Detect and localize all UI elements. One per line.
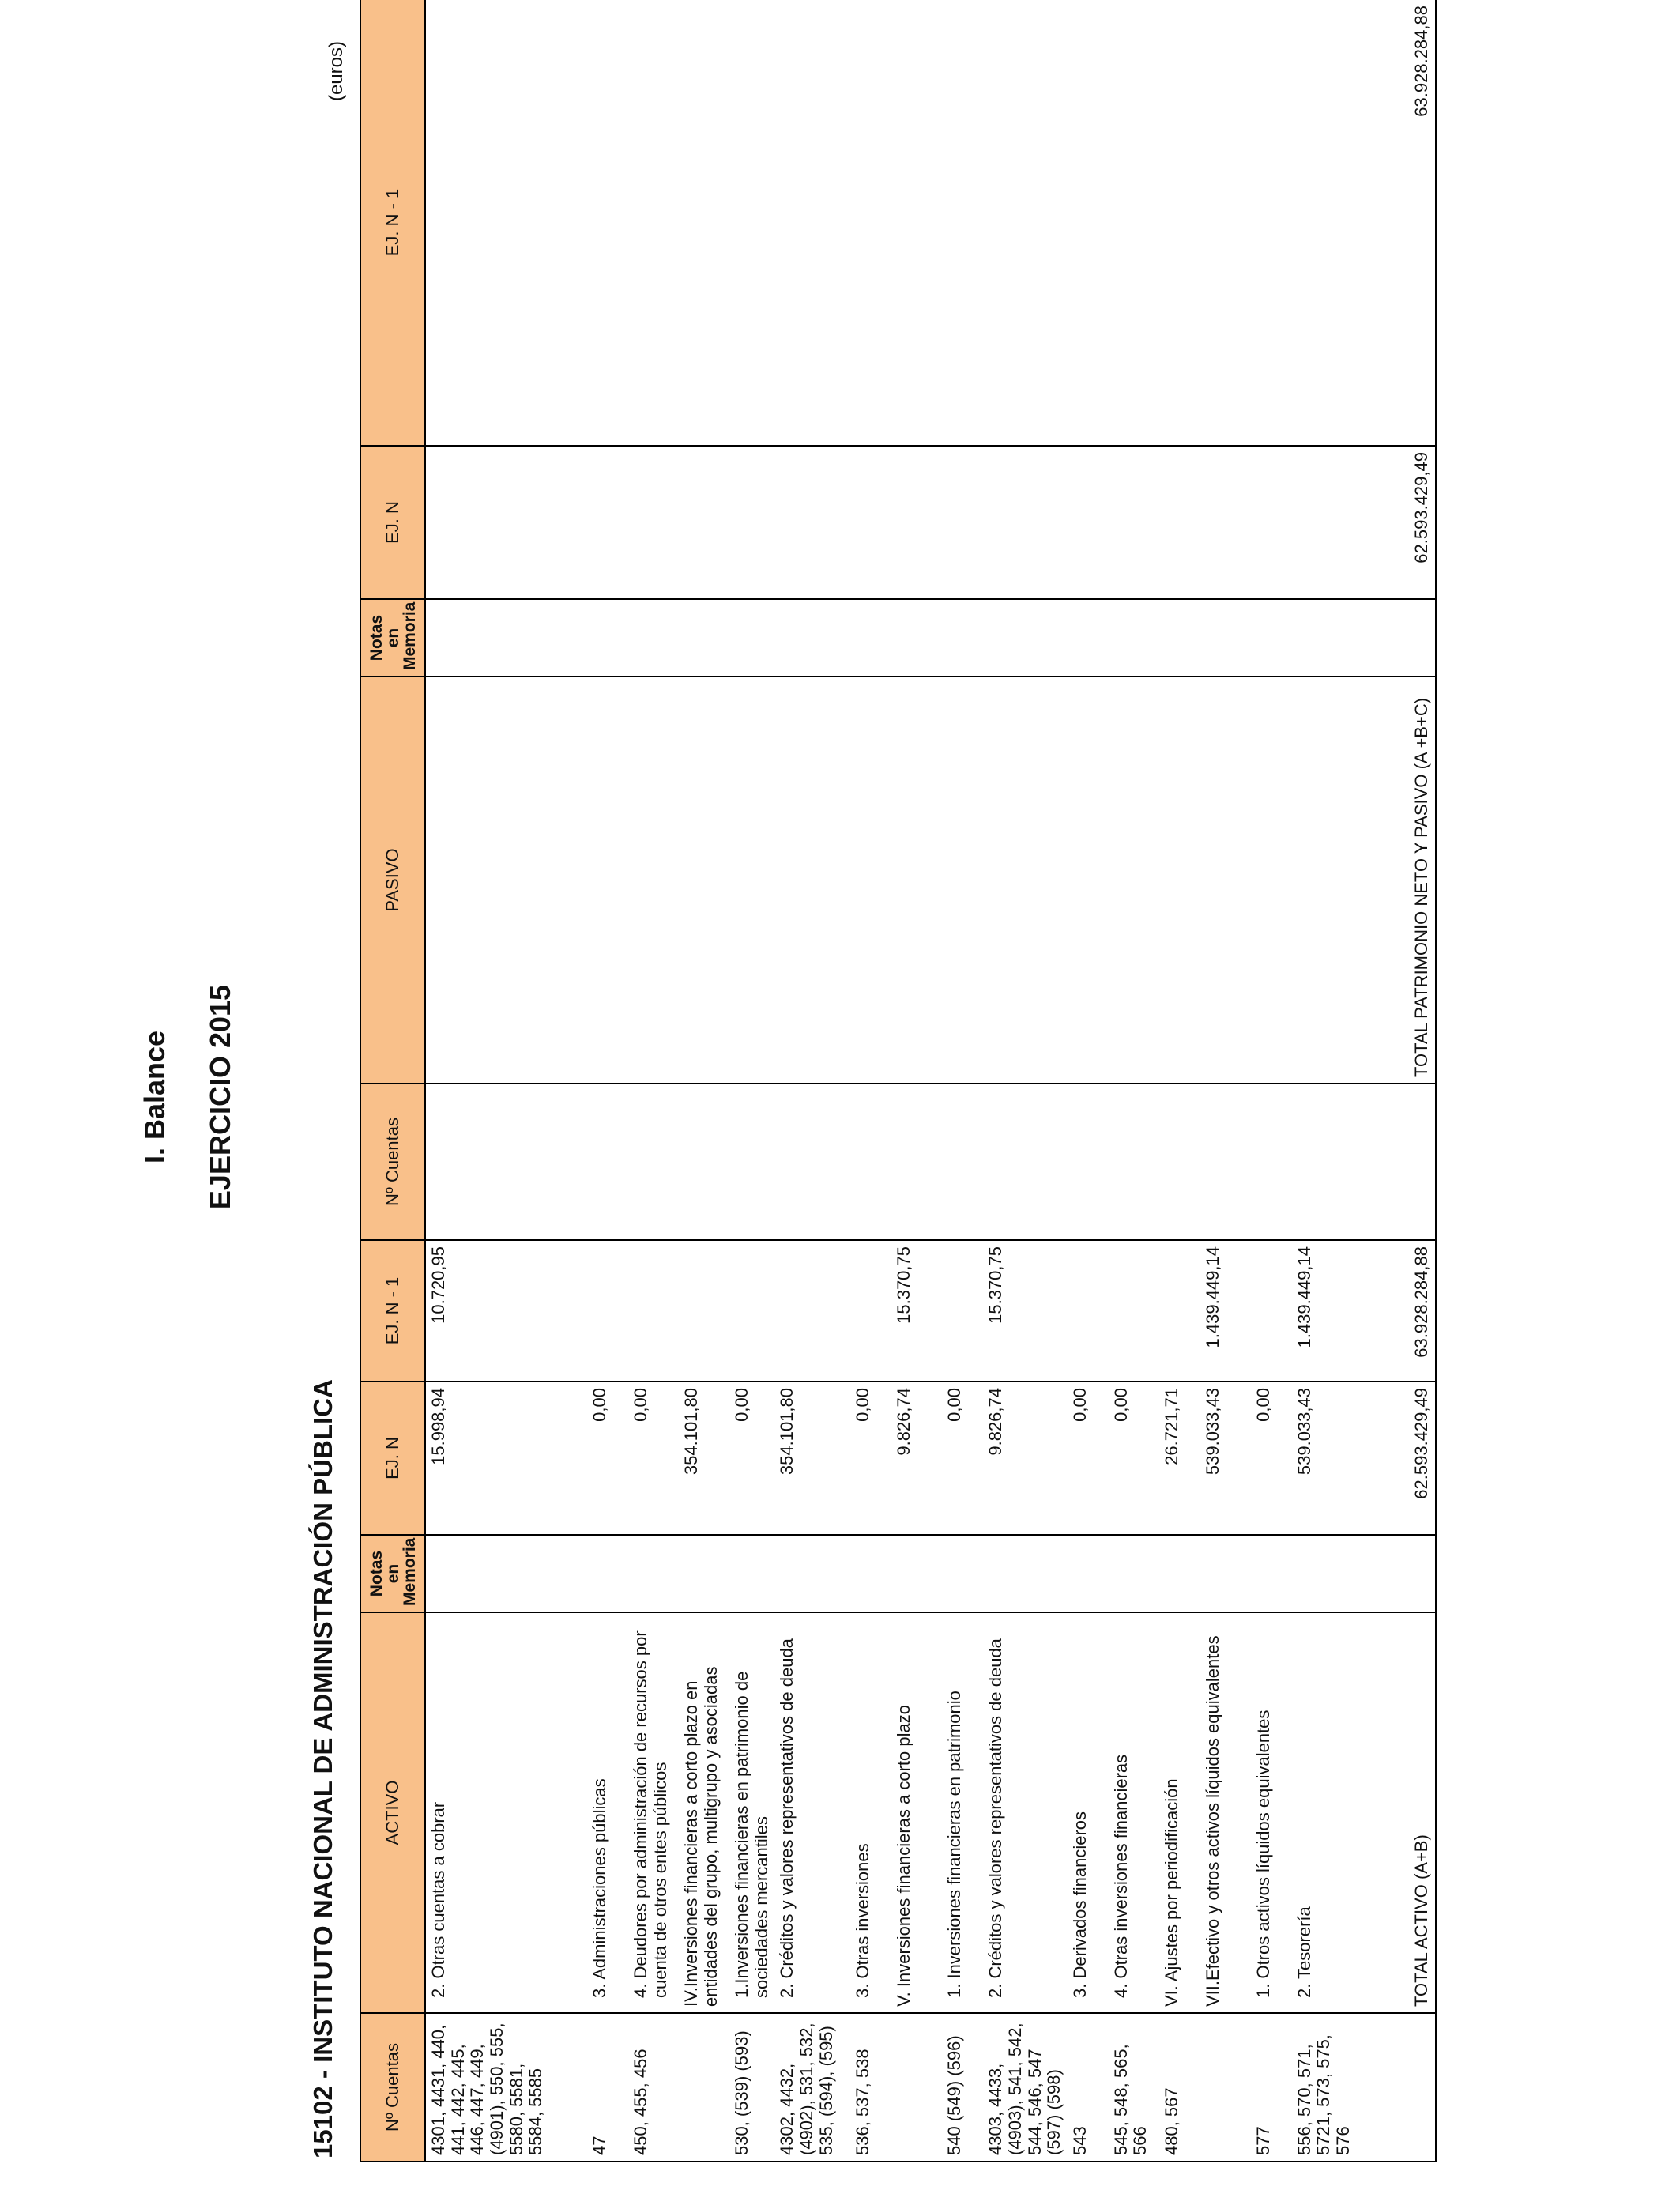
cell-activo: 2. Créditos y valores representativos de deuda bbox=[983, 1612, 1068, 2013]
cell-ej-n-pasivo bbox=[425, 446, 587, 599]
cell-pasivo: TOTAL PATRIMONIO NETO Y PASIVO (A +B+C) bbox=[1357, 677, 1436, 1084]
cell-ej-n: 9.826,74 bbox=[983, 1382, 1068, 1535]
cell-ej-n-pasivo bbox=[891, 446, 942, 599]
cell-notas-pasivo bbox=[587, 599, 628, 677]
table-row bbox=[628, 0, 679, 2162]
cell-notas bbox=[587, 1535, 628, 1612]
cell-notas-pasivo bbox=[1109, 599, 1159, 677]
cell-ej-n-pasivo bbox=[983, 446, 1068, 599]
cell-cuentas-pasivo bbox=[774, 1084, 850, 1240]
cell-cuentas: 556, 570, 571, 5721, 573, 575, 576 bbox=[1292, 2013, 1357, 2162]
cell-ej-n1-pasivo: 63.928.284,88 bbox=[1357, 0, 1436, 446]
col-header-activo: ACTIVO bbox=[360, 1612, 425, 2013]
table-row bbox=[1200, 0, 1251, 2162]
cell-ej-n: 0,00 bbox=[942, 1382, 983, 1535]
cell-activo: VII.Efectivo y otros activos líquidos equivalentes bbox=[1200, 1612, 1251, 2013]
cell-ej-n1-pasivo bbox=[1200, 0, 1251, 446]
col-header-ej-n1-pasivo: EJ. N - 1 bbox=[360, 0, 425, 446]
cell-ej-n1: 1.439.449,14 bbox=[1292, 1240, 1357, 1382]
cell-notas bbox=[1357, 1535, 1436, 1612]
cell-cuentas-pasivo bbox=[1292, 1084, 1357, 1240]
cell-ej-n: 26.721,71 bbox=[1159, 1382, 1200, 1535]
cell-pasivo bbox=[1159, 677, 1200, 1084]
cell-activo: TOTAL ACTIVO (A+B) bbox=[1357, 1612, 1436, 2013]
table-row bbox=[983, 0, 1068, 2162]
cell-ej-n1: 10.720,95 bbox=[425, 1240, 587, 1382]
col-header-pasivo: PASIVO bbox=[360, 677, 425, 1084]
cell-notas bbox=[1159, 1535, 1200, 1612]
table-row bbox=[729, 0, 774, 2162]
cell-ej-n: 0,00 bbox=[729, 1382, 774, 1535]
cell-pasivo bbox=[1251, 677, 1292, 1084]
cell-notas bbox=[425, 1535, 587, 1612]
cell-activo: 2. Créditos y valores representativos de deuda bbox=[774, 1612, 850, 2013]
cell-notas-pasivo bbox=[1251, 599, 1292, 677]
cell-ej-n-pasivo bbox=[679, 446, 729, 599]
cell-notas-pasivo bbox=[1357, 599, 1436, 677]
col-header-ej-n: EJ. N bbox=[360, 1382, 425, 1535]
cell-ej-n-pasivo bbox=[1159, 446, 1200, 599]
cell-ej-n: 0,00 bbox=[1109, 1382, 1159, 1535]
cell-activo: VI. Ajustes por periodificación bbox=[1159, 1612, 1200, 2013]
cell-notas bbox=[774, 1535, 850, 1612]
cell-ej-n1 bbox=[679, 1240, 729, 1382]
cell-ej-n-pasivo bbox=[774, 446, 850, 599]
cell-ej-n-pasivo bbox=[942, 446, 983, 599]
cell-notas-pasivo bbox=[729, 599, 774, 677]
cell-ej-n-pasivo bbox=[1200, 446, 1251, 599]
cell-ej-n1-pasivo bbox=[983, 0, 1068, 446]
cell-notas-pasivo bbox=[942, 599, 983, 677]
cell-notas bbox=[628, 1535, 679, 1612]
cell-ej-n1: 1.439.449,14 bbox=[1200, 1240, 1251, 1382]
cell-cuentas-pasivo bbox=[1251, 1084, 1292, 1240]
cell-notas bbox=[1200, 1535, 1251, 1612]
cell-ej-n: 0,00 bbox=[1251, 1382, 1292, 1535]
col-header-notas: Notas en Memoria bbox=[360, 1535, 425, 1612]
cell-notas-pasivo bbox=[983, 599, 1068, 677]
cell-notas-pasivo bbox=[774, 599, 850, 677]
cell-ej-n-pasivo bbox=[628, 446, 679, 599]
table-row bbox=[850, 0, 891, 2162]
cell-cuentas: 4301, 4431, 440, 441, 442, 445, 446, 447, 449, (4901), 550, 555, 5580, 5581, 5584, 5585 bbox=[425, 2013, 587, 2162]
cell-notas-pasivo bbox=[1068, 599, 1109, 677]
cell-notas-pasivo bbox=[1200, 599, 1251, 677]
cell-pasivo bbox=[891, 677, 942, 1084]
cell-activo: 2. Otras cuentas a cobrar bbox=[425, 1612, 587, 2013]
table-row bbox=[679, 0, 729, 2162]
cell-cuentas-pasivo bbox=[1159, 1084, 1200, 1240]
cell-ej-n1-pasivo bbox=[1159, 0, 1200, 446]
cell-notas-pasivo bbox=[679, 599, 729, 677]
cell-pasivo bbox=[1200, 677, 1251, 1084]
cell-notas bbox=[983, 1535, 1068, 1612]
cell-ej-n1-pasivo bbox=[942, 0, 983, 446]
cell-pasivo bbox=[1109, 677, 1159, 1084]
cell-notas bbox=[729, 1535, 774, 1612]
entity-title: 15102 - INSTITUTO NACIONAL DE ADMINISTRACIÓN PÚBLICA bbox=[308, 1379, 337, 2158]
cell-cuentas: 545, 548, 565, 566 bbox=[1109, 2013, 1159, 2162]
cell-cuentas-pasivo bbox=[850, 1084, 891, 1240]
cell-ej-n1-pasivo bbox=[587, 0, 628, 446]
cell-ej-n1-pasivo bbox=[628, 0, 679, 446]
cell-pasivo bbox=[1068, 677, 1109, 1084]
cell-ej-n1-pasivo bbox=[1251, 0, 1292, 446]
table-row bbox=[425, 0, 587, 2162]
col-header-ej-n-pasivo: EJ. N bbox=[360, 446, 425, 599]
cell-cuentas: 536, 537, 538 bbox=[850, 2013, 891, 2162]
cell-ej-n: 0,00 bbox=[587, 1382, 628, 1535]
cell-ej-n1 bbox=[628, 1240, 679, 1382]
cell-ej-n1-pasivo bbox=[1109, 0, 1159, 446]
cell-ej-n1-pasivo bbox=[729, 0, 774, 446]
cell-ej-n-pasivo bbox=[587, 446, 628, 599]
cell-cuentas bbox=[1357, 2013, 1436, 2162]
cell-cuentas-pasivo bbox=[729, 1084, 774, 1240]
cell-activo: 3. Administraciones públicas bbox=[587, 1612, 628, 2013]
cell-notas bbox=[942, 1535, 983, 1612]
cell-cuentas bbox=[891, 2013, 942, 2162]
cell-ej-n-pasivo bbox=[1292, 446, 1357, 599]
cell-cuentas-pasivo bbox=[1357, 1084, 1436, 1240]
cell-notas bbox=[679, 1535, 729, 1612]
cell-notas bbox=[891, 1535, 942, 1612]
cell-cuentas bbox=[679, 2013, 729, 2162]
cell-ej-n: 354.101,80 bbox=[774, 1382, 850, 1535]
cell-ej-n1 bbox=[1109, 1240, 1159, 1382]
col-header-cuentas: Nº Cuentas bbox=[360, 2013, 425, 2162]
col-header-ej-n1: EJ. N - 1 bbox=[360, 1240, 425, 1382]
cell-ej-n1-pasivo bbox=[1292, 0, 1357, 446]
cell-cuentas: 47 bbox=[587, 2013, 628, 2162]
cell-ej-n-pasivo bbox=[850, 446, 891, 599]
cell-notas-pasivo bbox=[1292, 599, 1357, 677]
cell-activo: 4. Otras inversiones financieras bbox=[1109, 1612, 1159, 2013]
table-body bbox=[425, 0, 1436, 2162]
cell-ej-n-pasivo bbox=[1068, 446, 1109, 599]
table-row bbox=[1251, 0, 1292, 2162]
cell-ej-n-pasivo bbox=[729, 446, 774, 599]
cell-cuentas-pasivo bbox=[1068, 1084, 1109, 1240]
header-row bbox=[360, 0, 425, 2162]
cell-ej-n1-pasivo bbox=[1068, 0, 1109, 446]
cell-ej-n: 0,00 bbox=[628, 1382, 679, 1535]
cell-activo: IV.Inversiones financieras a corto plazo en entidades del grupo, multigrupo y asociadas bbox=[679, 1612, 729, 2013]
cell-ej-n-pasivo bbox=[1109, 446, 1159, 599]
cell-ej-n-pasivo bbox=[1251, 446, 1292, 599]
table-row bbox=[891, 0, 942, 2162]
cell-activo: 1. Inversiones financieras en patrimonio bbox=[942, 1612, 983, 2013]
cell-pasivo bbox=[1292, 677, 1357, 1084]
table-row bbox=[1357, 0, 1436, 2162]
cell-activo: V. Inversiones financieras a corto plazo bbox=[891, 1612, 942, 2013]
cell-ej-n1 bbox=[942, 1240, 983, 1382]
cell-cuentas-pasivo bbox=[1109, 1084, 1159, 1240]
cell-ej-n1 bbox=[729, 1240, 774, 1382]
cell-cuentas: 4302, 4432, (4902), 531, 532, 535, (594), (595) bbox=[774, 2013, 850, 2162]
cell-ej-n: 0,00 bbox=[850, 1382, 891, 1535]
ejercicio-title: EJERCICIO 2015 bbox=[204, 984, 236, 1210]
cell-ej-n1-pasivo bbox=[891, 0, 942, 446]
cell-cuentas: 530, (539) (593) bbox=[729, 2013, 774, 2162]
cell-cuentas-pasivo bbox=[1200, 1084, 1251, 1240]
cell-ej-n1 bbox=[774, 1240, 850, 1382]
cell-notas-pasivo bbox=[425, 599, 587, 677]
cell-ej-n1 bbox=[850, 1240, 891, 1382]
table-row bbox=[1068, 0, 1109, 2162]
cell-ej-n: 354.101,80 bbox=[679, 1382, 729, 1535]
cell-cuentas-pasivo bbox=[425, 1084, 587, 1240]
table-row bbox=[774, 0, 850, 2162]
cell-activo: 2. Tesorería bbox=[1292, 1612, 1357, 2013]
cell-pasivo bbox=[774, 677, 850, 1084]
cell-notas-pasivo bbox=[628, 599, 679, 677]
cell-ej-n: 15.998,94 bbox=[425, 1382, 587, 1535]
cell-notas-pasivo bbox=[850, 599, 891, 677]
cell-cuentas: 450, 455, 456 bbox=[628, 2013, 679, 2162]
cell-activo: 4. Deudores por administración de recursos por cuenta de otros entes públicos bbox=[628, 1612, 679, 2013]
cell-ej-n1 bbox=[1251, 1240, 1292, 1382]
table-row bbox=[587, 0, 628, 2162]
cell-pasivo bbox=[729, 677, 774, 1084]
cell-activo: 1. Otros activos líquidos equivalentes bbox=[1251, 1612, 1292, 2013]
cell-cuentas: 480, 567 bbox=[1159, 2013, 1200, 2162]
cell-ej-n1: 15.370,75 bbox=[891, 1240, 942, 1382]
col-header-cuentas-pasivo: Nº Cuentas bbox=[360, 1084, 425, 1240]
cell-notas-pasivo bbox=[1159, 599, 1200, 677]
cell-pasivo bbox=[942, 677, 983, 1084]
cell-notas bbox=[850, 1535, 891, 1612]
cell-pasivo bbox=[983, 677, 1068, 1084]
cell-notas-pasivo bbox=[891, 599, 942, 677]
cell-ej-n: 0,00 bbox=[1068, 1382, 1109, 1535]
cell-cuentas-pasivo bbox=[628, 1084, 679, 1240]
cell-notas bbox=[1251, 1535, 1292, 1612]
cell-cuentas: 4303, 4433, (4903), 541, 542, 544, 546, 547 (597) (598) bbox=[983, 2013, 1068, 2162]
cell-pasivo bbox=[425, 677, 587, 1084]
cell-activo: 3. Otras inversiones bbox=[850, 1612, 891, 2013]
table-row bbox=[1159, 0, 1200, 2162]
table-row bbox=[942, 0, 983, 2162]
unit-label: (euros) bbox=[326, 40, 347, 101]
cell-ej-n: 539.033,43 bbox=[1200, 1382, 1251, 1535]
cell-ej-n1-pasivo bbox=[679, 0, 729, 446]
table-row bbox=[1292, 0, 1357, 2162]
table-row bbox=[1109, 0, 1159, 2162]
cell-ej-n-pasivo: 62.593.429,49 bbox=[1357, 446, 1436, 599]
cell-activo: 1.Inversiones financieras en patrimonio de sociedades mercantiles bbox=[729, 1612, 774, 2013]
cell-ej-n1 bbox=[1159, 1240, 1200, 1382]
cell-ej-n1 bbox=[587, 1240, 628, 1382]
balance-table bbox=[360, 0, 1437, 2162]
section-title: I. Balance bbox=[138, 1030, 171, 1164]
cell-pasivo bbox=[850, 677, 891, 1084]
cell-cuentas-pasivo bbox=[679, 1084, 729, 1240]
cell-notas bbox=[1109, 1535, 1159, 1612]
cell-activo: 3. Derivados financieros bbox=[1068, 1612, 1109, 2013]
cell-ej-n: 9.826,74 bbox=[891, 1382, 942, 1535]
cell-ej-n: 62.593.429,49 bbox=[1357, 1382, 1436, 1535]
cell-ej-n1-pasivo bbox=[850, 0, 891, 446]
cell-cuentas bbox=[1200, 2013, 1251, 2162]
cell-pasivo bbox=[679, 677, 729, 1084]
cell-notas bbox=[1292, 1535, 1357, 1612]
cell-notas bbox=[1068, 1535, 1109, 1612]
cell-pasivo bbox=[628, 677, 679, 1084]
cell-cuentas: 540 (549) (596) bbox=[942, 2013, 983, 2162]
cell-cuentas: 543 bbox=[1068, 2013, 1109, 2162]
cell-cuentas-pasivo bbox=[587, 1084, 628, 1240]
col-header-notas-pasivo: Notas en Memoria bbox=[360, 599, 425, 677]
cell-ej-n1-pasivo bbox=[774, 0, 850, 446]
cell-cuentas: 577 bbox=[1251, 2013, 1292, 2162]
cell-pasivo bbox=[587, 677, 628, 1084]
cell-cuentas-pasivo bbox=[983, 1084, 1068, 1240]
cell-ej-n1: 63.928.284,88 bbox=[1357, 1240, 1436, 1382]
cell-ej-n1-pasivo bbox=[425, 0, 587, 446]
cell-ej-n1: 15.370,75 bbox=[983, 1240, 1068, 1382]
cell-cuentas-pasivo bbox=[942, 1084, 983, 1240]
cell-ej-n: 539.033,43 bbox=[1292, 1382, 1357, 1535]
cell-ej-n1 bbox=[1068, 1240, 1109, 1382]
cell-cuentas-pasivo bbox=[891, 1084, 942, 1240]
